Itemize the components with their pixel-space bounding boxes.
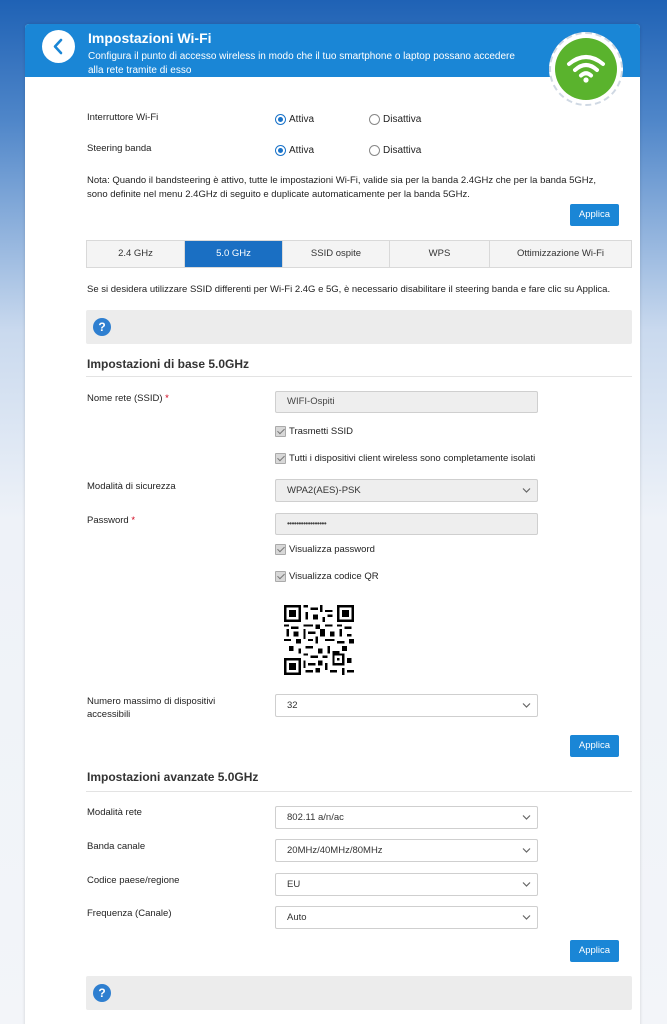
channel-band-label: Banda canale xyxy=(87,841,146,852)
page-header xyxy=(25,24,640,77)
tab-5-0ghz[interactable]: 5.0 GHz xyxy=(185,241,283,267)
checkbox-checked-icon xyxy=(275,571,286,582)
radio-label: Attiva xyxy=(289,114,315,125)
security-mode-label: Modalità di sicurezza xyxy=(87,481,176,492)
network-mode-select[interactable] xyxy=(275,806,538,829)
checkbox-label: Trasmetti SSID xyxy=(289,426,354,437)
security-mode-value: WPA2(AES)-PSK xyxy=(287,485,361,496)
radio-label: Disattiva xyxy=(383,145,422,156)
max-devices-value: 32 xyxy=(287,700,298,711)
chevron-down-icon xyxy=(522,814,531,821)
show-password-checkbox[interactable] xyxy=(275,544,375,555)
chevron-down-icon xyxy=(522,881,531,888)
band-steering-off-radio[interactable] xyxy=(369,145,421,156)
ssid-input[interactable]: WIFI-Ospiti xyxy=(275,391,538,413)
wifi-switch-on-radio[interactable] xyxy=(275,114,314,125)
password-input[interactable]: ••••••••••••••••• xyxy=(275,513,538,535)
band-steering-on-radio[interactable] xyxy=(275,145,314,156)
max-devices-label: Numero massimo di dispositivi accessibili xyxy=(87,696,216,720)
help-bar-bottom xyxy=(86,976,632,1010)
back-button[interactable] xyxy=(42,30,75,63)
radio-unselected-icon xyxy=(369,145,380,156)
checkbox-label: Tutti i dispositivi client wireless sono completamente isolati xyxy=(289,453,536,464)
checkbox-checked-icon xyxy=(275,544,286,555)
help-icon[interactable]: ? xyxy=(93,318,111,336)
basic-settings-title: Impostazioni di base 5.0GHz xyxy=(87,357,250,371)
frequency-select[interactable] xyxy=(275,906,538,929)
max-devices-select[interactable] xyxy=(275,694,538,717)
required-mark: * xyxy=(165,393,169,404)
checkbox-checked-icon xyxy=(275,453,286,464)
band-steering-note: Nota: Quando il bandsteering è attivo, tutte le impostazioni Wi-Fi, valide sia per la banda 2.4GHz che per la banda 5GHz, sono definite nel menu 2.4GHz di seguito e duplicate automaticamente per la banda 5GHz. xyxy=(87,175,597,200)
wifi-status-badge xyxy=(549,32,623,106)
show-qr-checkbox[interactable] xyxy=(275,571,379,582)
chevron-down-icon xyxy=(522,914,531,921)
wifi-icon xyxy=(566,53,606,83)
settings-card xyxy=(25,24,640,1024)
wifi-badge-circle xyxy=(555,38,617,100)
checkbox-label: Visualizza codice QR xyxy=(289,571,379,582)
ssid-label xyxy=(87,392,257,405)
section-divider xyxy=(86,791,632,792)
apply-button-advanced[interactable]: Applica xyxy=(570,940,619,962)
country-select[interactable] xyxy=(275,873,538,896)
security-mode-select[interactable] xyxy=(275,479,538,502)
apply-button-basic[interactable]: Applica xyxy=(570,735,619,757)
chevron-down-icon xyxy=(522,702,531,709)
required-mark: * xyxy=(131,515,136,526)
tab-2-4ghz[interactable]: 2.4 GHz xyxy=(87,241,185,267)
password-label-text: Password xyxy=(87,515,129,526)
radio-selected-icon xyxy=(275,145,286,156)
ssid-label-text: Nome rete (SSID) xyxy=(87,393,163,404)
band-tabs xyxy=(86,240,632,268)
band-steering-label: Steering banda xyxy=(87,143,152,154)
tab-guest-ssid[interactable]: SSID ospite xyxy=(283,241,390,267)
password-label xyxy=(87,514,257,527)
country-value: EU xyxy=(287,879,301,890)
network-mode-label: Modalità rete xyxy=(87,807,142,818)
help-bar-top xyxy=(86,310,632,344)
checkbox-label: Visualizza password xyxy=(289,544,375,555)
wifi-switch-label: Interruttore Wi-Fi xyxy=(87,112,159,123)
wifi-qr-code xyxy=(284,605,354,675)
chevron-down-icon xyxy=(522,847,531,854)
radio-unselected-icon xyxy=(369,114,380,125)
help-icon[interactable]: ? xyxy=(93,984,111,1002)
advanced-settings-title: Impostazioni avanzate 5.0GHz xyxy=(87,770,259,784)
wifi-switch-off-radio[interactable] xyxy=(369,114,421,125)
radio-selected-icon xyxy=(275,114,286,125)
frequency-label: Frequenza (Canale) xyxy=(87,908,172,919)
channel-band-select[interactable] xyxy=(275,839,538,862)
page-title: Impostazioni Wi-Fi xyxy=(88,30,212,46)
broadcast-ssid-checkbox[interactable] xyxy=(275,426,353,437)
tab-wifi-optimization[interactable]: Ottimizzazione Wi-Fi xyxy=(516,248,605,259)
arrow-left-icon xyxy=(51,38,66,55)
chevron-down-icon xyxy=(522,487,531,494)
ssid-info-text: Se si desidera utilizzare SSID differenti per Wi-Fi 2.4G e 5G, è necessario disabilitare il steering banda e fare clic su Applica. xyxy=(87,284,611,295)
tab-wps[interactable]: WPS xyxy=(390,241,490,267)
channel-band-value: 20MHz/40MHz/80MHz xyxy=(287,845,383,856)
isolate-clients-checkbox[interactable] xyxy=(275,453,535,464)
radio-label: Disattiva xyxy=(383,114,422,125)
checkbox-checked-icon xyxy=(275,426,286,437)
radio-label: Attiva xyxy=(289,145,315,156)
section-divider xyxy=(86,376,632,377)
page-description: Configura il punto di accesso wireless in modo che il tuo smartphone o laptop possano accedere alla rete tramite di esso xyxy=(88,51,515,76)
apply-button-steering[interactable]: Applica xyxy=(570,204,619,226)
country-label: Codice paese/regione xyxy=(87,875,180,886)
frequency-value: Auto xyxy=(287,912,307,923)
network-mode-value: 802.11 a/n/ac xyxy=(287,812,344,823)
